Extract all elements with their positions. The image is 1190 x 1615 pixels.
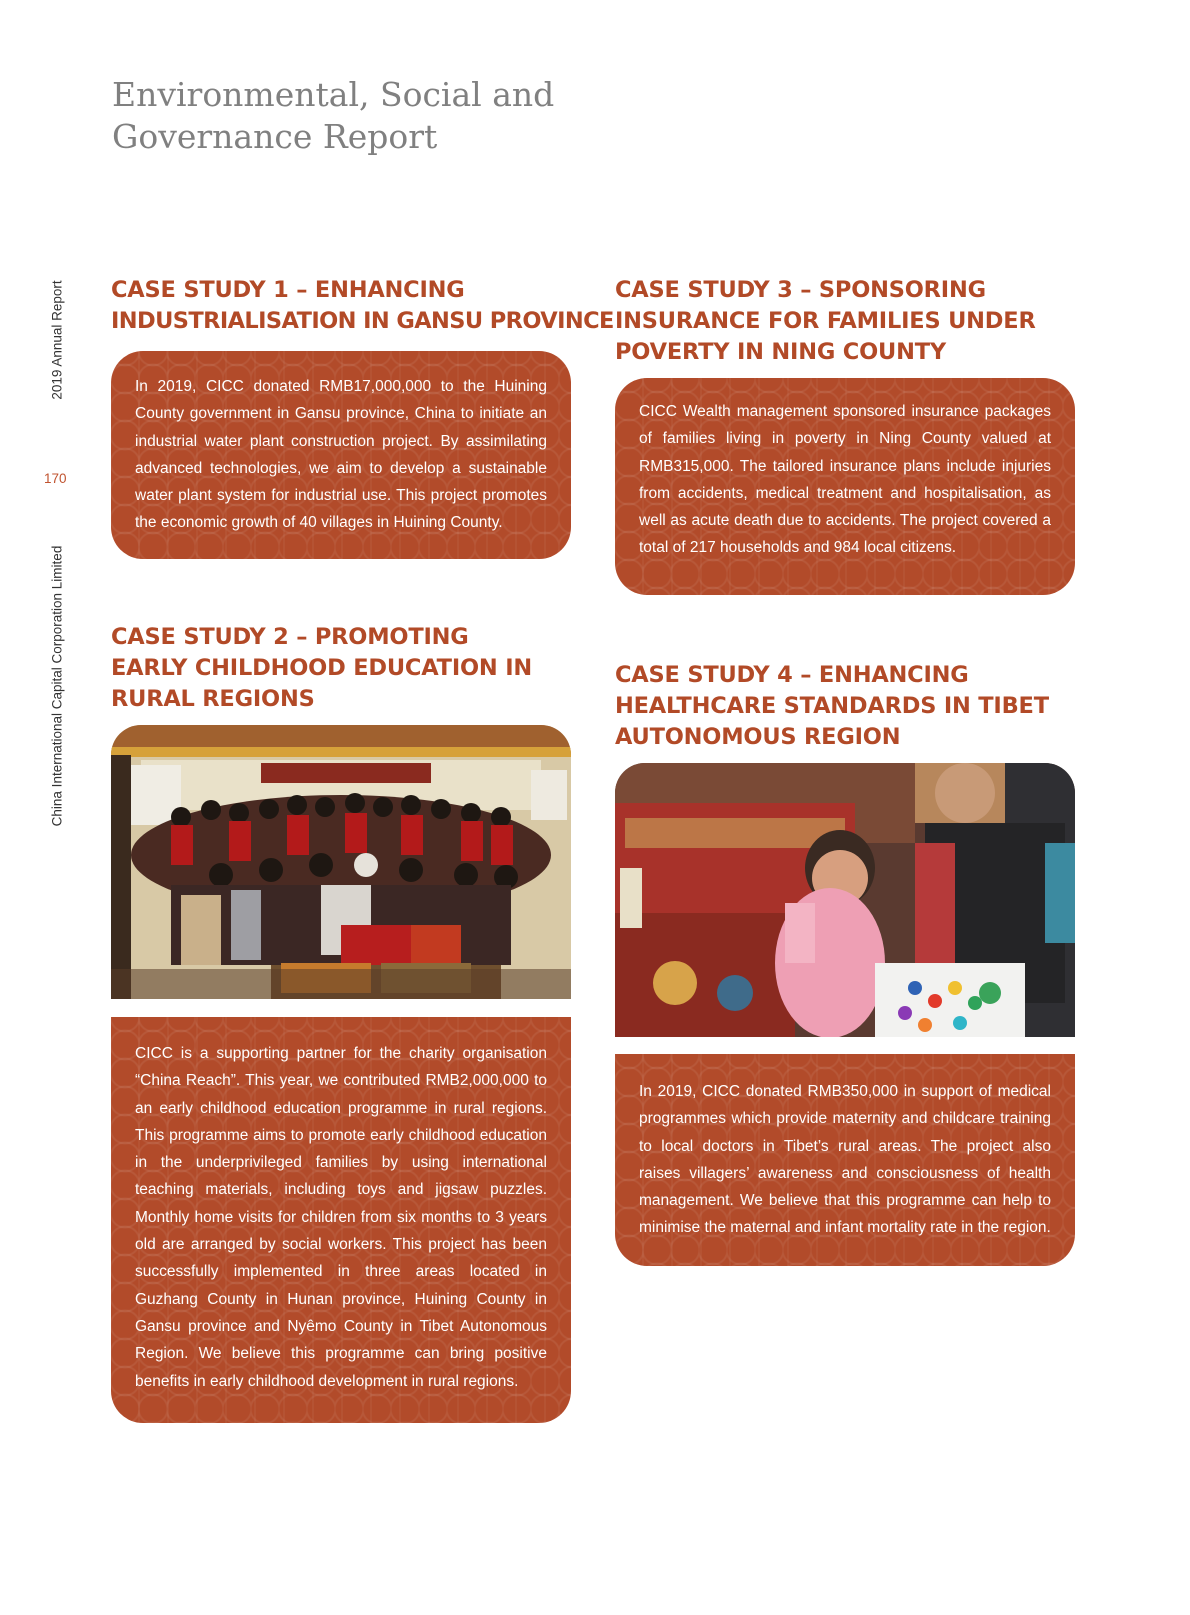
case-study-4-text-box	[615, 1054, 1075, 1266]
case-study-3-heading-line: CASE STUDY 3 – SPONSORING	[615, 277, 986, 303]
case-study-1-body: In 2019, CICC donated RMB17,000,000 to the Huining County government in Gansu province, China to initiate an industrial water plant construction project. By assimilating advanced technologies, we aim to develop a sustainable water plant system for industrial use. This project promotes the economic growth of 40 villages in Huining County.	[135, 378, 547, 532]
case-study-3-text-box	[615, 378, 1075, 595]
case-study-3-heading	[615, 275, 1090, 368]
report-title	[112, 74, 554, 158]
case-study-1-heading	[111, 275, 614, 337]
report-title-line-1: Environmental, Social and	[112, 75, 555, 114]
case-study-1-heading-line: CASE STUDY 1 – ENHANCING	[111, 277, 465, 303]
case-study-2-heading-line: EARLY CHILDHOOD EDUCATION IN	[111, 655, 532, 681]
group-photo-illustration	[111, 725, 571, 999]
case-study-4-heading-line: CASE STUDY 4 – ENHANCING	[615, 662, 969, 688]
case-study-4-child-photo	[615, 763, 1075, 1037]
case-study-4-body: In 2019, CICC donated RMB350,000 in support of medical programmes which provide maternity and childcare training to local doctors in Tibet’s rural areas. The project also raises villagers’ awareness and consciousness of health management. We believe that this programme can help to minimise the maternal and infant mortality rate in the region.	[639, 1083, 1051, 1237]
page-number: 170	[44, 471, 67, 486]
report-title-line-2: Governance Report	[112, 117, 438, 156]
case-study-3-heading-line: INSURANCE FOR FAMILIES UNDER	[615, 308, 1036, 334]
case-study-3-body: CICC Wealth management sponsored insurance packages of families living in poverty in Ning County valued at RMB315,000. The tailored insurance plans include injuries from accidents, medical treatment and hospitalisation, as well as acute death due to accidents. The project covered a total of 217 households and 984 local citizens.	[639, 403, 1051, 557]
sidebar-company-name: China International Capital Corporation Limited	[49, 545, 65, 827]
case-study-3-heading-line: POVERTY IN NING COUNTY	[615, 339, 946, 365]
case-study-2-heading	[111, 622, 586, 715]
case-study-1-heading-line: INDUSTRIALISATION IN GANSU PROVINCE	[111, 308, 614, 334]
case-study-4-heading-line: HEALTHCARE STANDARDS IN TIBET	[615, 693, 1049, 719]
sidebar-annual-report: 2019 Annual Report	[49, 280, 65, 400]
case-study-2-text-box	[111, 1017, 571, 1423]
case-study-2-group-photo	[111, 725, 571, 999]
case-study-4-heading	[615, 660, 1090, 753]
case-study-4-heading-line: AUTONOMOUS REGION	[615, 724, 901, 750]
case-study-2-heading-line: CASE STUDY 2 – PROMOTING	[111, 624, 469, 650]
case-study-1-text-box	[111, 351, 571, 559]
case-study-2-body: CICC is a supporting partner for the charity organisation “China Reach”. This year, we contributed RMB2,000,000 to an early childhood education programme in rural regions. This programme aims to promote early childhood education in the underprivileged families by using international teaching materials, including toys and jigsaw puzzles. Monthly home visits for children from six months to 3 years old are arranged by social workers. This project has been successfully implemented in three areas located in Guzhang County in Hunan province, Huining County in Gansu province and Nyêmo County in Tibet Autonomous Region. We believe this programme can bring positive benefits in early childhood development in rural regions.	[135, 1045, 547, 1390]
child-photo-illustration	[615, 763, 1075, 1037]
case-study-2-heading-line: RURAL REGIONS	[111, 686, 315, 712]
